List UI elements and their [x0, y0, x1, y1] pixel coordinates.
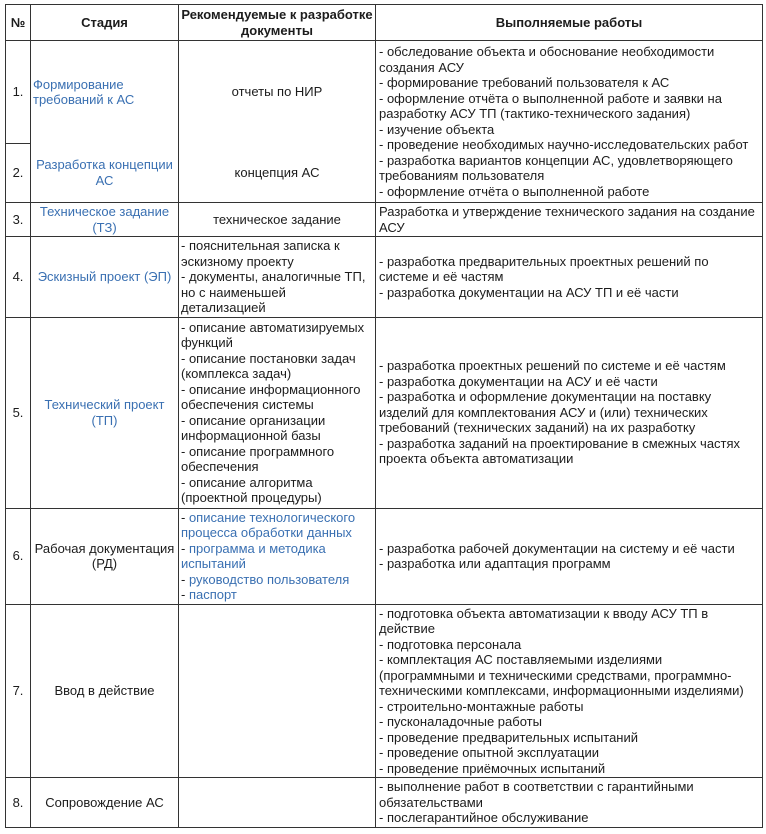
- works-cell: [376, 604, 763, 778]
- stage-cell: [31, 317, 179, 508]
- stage-cell: [31, 508, 179, 604]
- work-item: - подготовка объекта автоматизации к вводу АСУ ТП в действие: [379, 605, 709, 636]
- row-number: 1.: [6, 41, 31, 144]
- work-item: - выполнение работ в соответствии с гарантийными обязательствами: [379, 779, 694, 810]
- doc-item: концепция АС: [234, 164, 320, 180]
- row-number: 2.: [6, 143, 31, 202]
- row-number: 4.: [6, 237, 31, 318]
- work-item: - разработка рабочей документации на систему и её части: [379, 540, 735, 556]
- work-item: - разработка предварительных проектных решений по системе и её частям: [379, 253, 709, 284]
- work-item: - разработка документации на АСУ и её части: [379, 373, 658, 389]
- stage-cell: [31, 41, 179, 203]
- work-item: - оформление отчёта о выполненной работе и заявки на разработку АСУ ТП (тактико-технического задания): [379, 90, 722, 121]
- doc-item: - документы, аналогичные ТП, но с наименьшей детализацией: [181, 269, 366, 315]
- doc-item: техническое задание: [213, 211, 341, 227]
- doc-item: отчеты по НИР: [231, 84, 323, 100]
- stage-cell: [31, 604, 179, 778]
- docs-cell: [179, 237, 376, 318]
- works-cell: [376, 778, 763, 828]
- work-item: - послегарантийное обслуживание: [379, 810, 589, 825]
- col-header-stage: Стадия: [31, 5, 179, 41]
- doc-link[interactable]: руководство пользователя: [188, 571, 350, 587]
- work-item: - разработка или адаптация программ: [379, 556, 611, 571]
- header-row: [6, 5, 763, 41]
- row-number: 3.: [6, 203, 31, 237]
- row-number: 8.: [6, 778, 31, 828]
- stage-link[interactable]: Формирование требований к АС: [33, 76, 135, 107]
- stage-link[interactable]: Техническое задание (ТЗ): [39, 204, 170, 235]
- doc-item: - описание программного обеспечения: [181, 443, 335, 474]
- work-item: - разработка заданий на проектирование в смежных частях проекта объекта автоматизации: [379, 435, 741, 467]
- work-item: - разработка и оформление документации на поставку изделий для комплектования АСУ и (или) технических требований (технических заданий) на их разработку: [379, 389, 712, 436]
- dash: -: [181, 571, 189, 587]
- table-row: [6, 41, 763, 144]
- row-number: 5.: [6, 317, 31, 508]
- works-cell: [376, 41, 763, 203]
- table-row: [6, 604, 763, 778]
- dash: -: [181, 509, 189, 525]
- doc-item: - пояснительная записка к эскизному проекту: [181, 238, 340, 269]
- work-item: - разработка вариантов концепции АС, удовлетворяющего требованиям пользователя: [379, 152, 733, 183]
- stage-label: Рабочая документация (РД): [34, 540, 175, 571]
- work-item: Разработка и утверждение технического задания на создание АСУ: [379, 204, 755, 235]
- table-row: [6, 203, 763, 237]
- stage-link[interactable]: Технический проект (ТП): [44, 397, 165, 428]
- docs-cell: [179, 778, 376, 828]
- table-row: [6, 317, 763, 508]
- works-cell: [376, 237, 763, 318]
- docs-cell: [179, 317, 376, 508]
- col-header-works: Выполняемые работы: [376, 5, 763, 41]
- work-item: - разработка проектных решений по системе и её частям: [379, 358, 726, 374]
- doc-item: [181, 587, 373, 603]
- work-item: - подготовка персонала: [379, 636, 522, 652]
- work-item: - проведение необходимых научно-исследовательских работ: [379, 137, 749, 152]
- stage-cell: [31, 237, 179, 318]
- work-item: - строительно-монтажные работы: [379, 698, 584, 714]
- doc-link[interactable]: описание технологического процесса обработки данных: [181, 509, 356, 540]
- doc-link[interactable]: паспорт: [188, 587, 237, 602]
- doc-item: - описание постановки задач (комплекса задач): [181, 350, 356, 381]
- stages-table: [5, 4, 763, 828]
- stage-link[interactable]: Эскизный проект (ЭП): [37, 269, 172, 284]
- stage-label: Сопровождение АС: [45, 794, 164, 810]
- work-item: - пусконаладочные работы: [379, 714, 542, 729]
- work-item: - изучение объекта: [379, 121, 495, 137]
- works-cell: [376, 508, 763, 604]
- works-cell: [376, 203, 763, 237]
- doc-item: - описание организации информационной базы: [181, 412, 326, 443]
- dash: -: [181, 540, 189, 556]
- work-item: - разработка документации на АСУ ТП и её части: [379, 284, 679, 300]
- docs-cell: [179, 508, 376, 604]
- work-item: - комплектация АС поставляемыми изделиями (программными и техническими средствами, программно-техническими комплексами, информационными изделиями): [379, 652, 744, 698]
- stage-link[interactable]: Разработка концепции АС: [36, 157, 173, 188]
- work-item: - формирование требований пользователя к АС: [379, 75, 670, 90]
- stage-label: Ввод в действие: [54, 683, 155, 698]
- doc-item: - описание алгоритма (проектной процедуры): [181, 474, 322, 505]
- col-header-docs: Рекомендуемые к разработке документы: [179, 5, 376, 41]
- work-item: - оформление отчёта о выполненной работе: [379, 183, 650, 199]
- table-row: [6, 778, 763, 828]
- doc-item: [181, 572, 373, 588]
- col-header-num: №: [6, 5, 31, 41]
- doc-item: [181, 510, 373, 541]
- work-item: - проведение приёмочных испытаний: [379, 760, 606, 776]
- work-item: - проведение предварительных испытаний: [379, 729, 639, 745]
- stage-cell: [31, 203, 179, 237]
- row-number: 6.: [6, 508, 31, 604]
- works-cell: [376, 317, 763, 508]
- dash: -: [181, 587, 189, 602]
- row-number: 7.: [6, 604, 31, 778]
- table-row: [6, 237, 763, 318]
- work-item: - проведение опытной эксплуатации: [379, 745, 599, 760]
- doc-link[interactable]: программа и методика испытаний: [181, 540, 326, 571]
- doc-item: - описание информационного обеспечения системы: [181, 381, 361, 412]
- docs-cell: [179, 203, 376, 237]
- table-row: [6, 508, 763, 604]
- doc-item: - описание автоматизируемых функций: [181, 319, 365, 350]
- docs-cell: [179, 41, 376, 203]
- doc-item: [181, 541, 373, 572]
- work-item: - обследование объекта и обоснование необходимости создания АСУ: [379, 44, 715, 75]
- stage-cell: [31, 778, 179, 828]
- docs-cell: [179, 604, 376, 778]
